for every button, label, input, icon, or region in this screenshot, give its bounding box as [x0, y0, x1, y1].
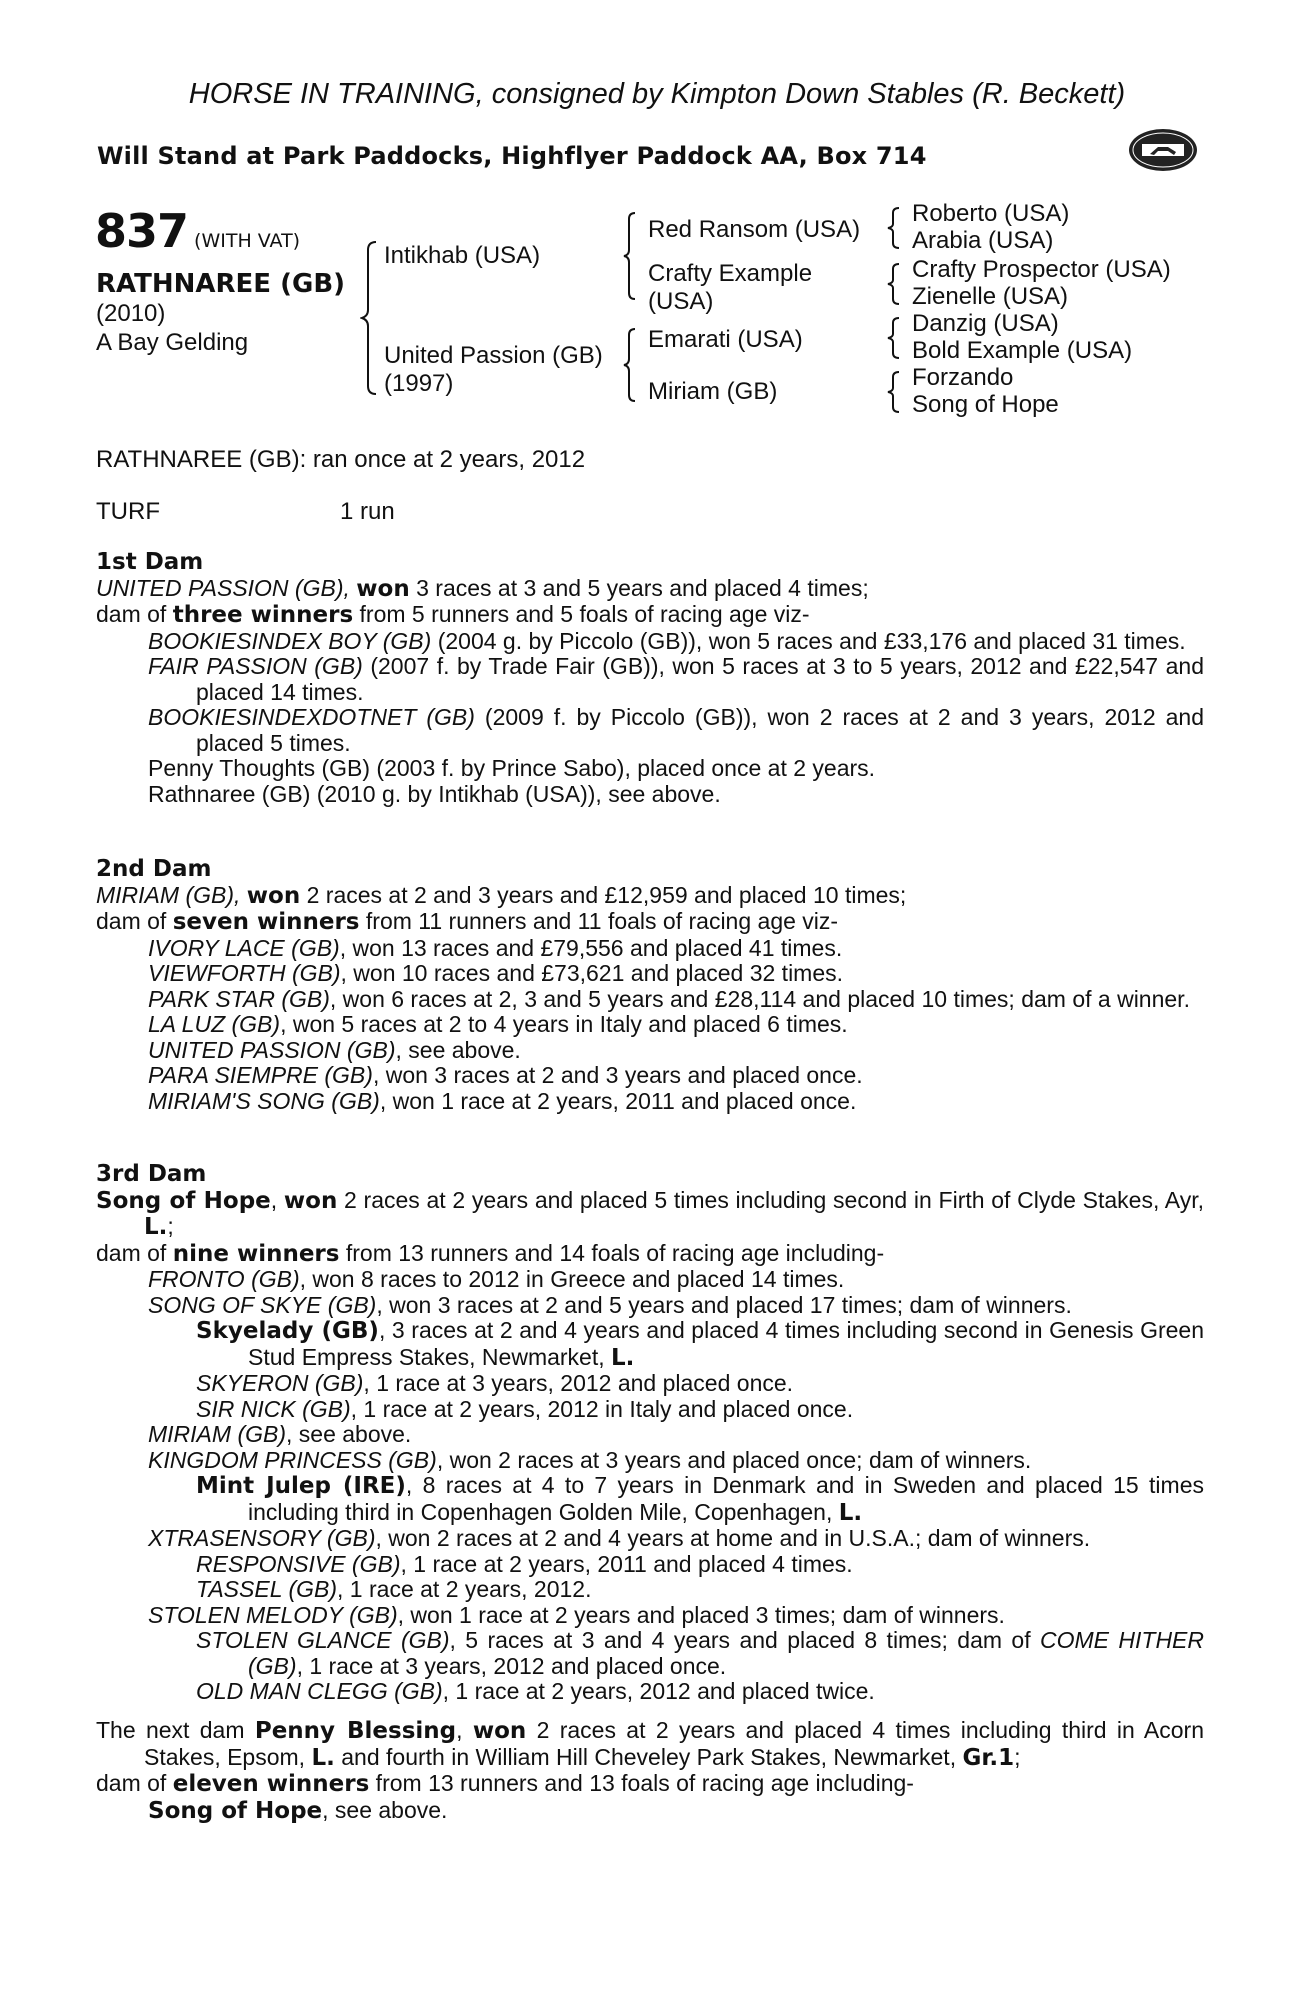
dam-record: 2 races at 2 years and placed 4 times including third in Acorn Stakes, Epsom, [144, 1717, 1204, 1770]
offspring-name: TASSEL (GB) [196, 1576, 338, 1602]
third-dam-section [96, 1162, 1204, 1705]
dam-name: Song of Hope [96, 1187, 271, 1214]
offspring-record: , won 3 races at 2 and 3 years and placed once. [372, 1062, 863, 1088]
winner-count: three winners [172, 602, 354, 628]
section-heading: 1st Dam [96, 549, 204, 575]
dam-of-suffix: from 13 runners and 14 foals of racing age including- [339, 1239, 885, 1266]
offspring-record: (2004 g. by Piccolo (GB)), won 5 races and £33,176 and placed 31 times. [431, 627, 1186, 654]
pedigree-brace-sd [886, 262, 902, 306]
page-title: HORSE IN TRAINING, consigned by Kimpton Down Stables (R. Beckett) [188, 78, 1126, 110]
offspring-record: , won 3 races at 2 and 5 years and placed 17 times; dam of winners. [376, 1291, 1072, 1318]
pedigree-gen3-8: Song of Hope [912, 391, 1059, 418]
offspring-name: BOOKIESINDEXDOTNET (GB) [148, 704, 475, 730]
list-item [96, 1267, 1204, 1293]
dam-record: 2 races at 2 years and placed 5 times including second in Firth of Clyde Stakes, Ayr, [337, 1186, 1205, 1213]
offspring-record: , 1 race at 2 years, 2012. [337, 1576, 592, 1602]
offspring-name: SONG OF SKYE (GB) [148, 1291, 377, 1318]
offspring-record: , see above. [322, 1796, 448, 1823]
dam-of-suffix: from 11 runners and 11 foals of racing age viz- [359, 908, 839, 934]
list-item [96, 1038, 1204, 1064]
offspring-record: (2009 f. by Piccolo (GB)), won 2 races at 2 and 3 years, 2012 and placed 5 times. [196, 704, 1204, 756]
dam-of-prefix: dam of [96, 1239, 173, 1266]
list-item [96, 629, 1204, 655]
pedigree-gen3-7: Forzando [912, 364, 1014, 391]
list-item [96, 1473, 1204, 1526]
dam-name: UNITED PASSION (GB), [96, 574, 350, 601]
offspring-name: FRONTO (GB) [148, 1266, 300, 1292]
list-item [96, 1063, 1204, 1089]
dam-record: 3 races at 3 and 5 years and placed 4 times; [409, 574, 869, 601]
offspring-name: IVORY LACE (GB) [148, 934, 340, 961]
list-item [96, 1448, 1204, 1474]
offspring-name: PARK STAR (GB) [148, 985, 330, 1012]
pedigree-brace-dd [886, 370, 902, 414]
next-dam-section [96, 1718, 1204, 1824]
offspring-record: , see above. [286, 1421, 412, 1447]
section-heading: 2nd Dam [96, 856, 212, 882]
pedigree-gen3-3: Crafty Prospector (USA) [912, 256, 1171, 283]
list-item [96, 1293, 1204, 1319]
list-item [96, 987, 1204, 1013]
dam-of-suffix: from 5 runners and 5 foals of racing age viz- [353, 601, 810, 627]
horse-description: A Bay Gelding [96, 329, 249, 356]
section-heading: 3rd Dam [96, 1161, 207, 1187]
pedigree-brace-sire [622, 210, 638, 302]
horse-name: RATHNAREE (GB) [96, 269, 346, 299]
dam-summary [96, 1188, 1204, 1241]
pedigree-brace-dam [622, 326, 638, 404]
dam-record: and fourth in William Hill Cheveley Park Stakes, Newmarket, [334, 1743, 963, 1770]
pedigree-gen3-5: Danzig (USA) [912, 310, 1059, 337]
offspring-name: OLD MAN CLEGG (GB) [196, 1678, 443, 1704]
dam-of-prefix: dam of [96, 601, 173, 627]
offspring-name: COME HITHER (GB) [248, 1627, 1204, 1679]
pedigree-gen3-2: Arabia (USA) [912, 227, 1054, 254]
dam-name: MIRIAM (GB), [96, 881, 241, 908]
listed-label: L. [611, 1344, 635, 1371]
list-item [96, 1089, 1204, 1115]
pedigree-brace-ds [886, 316, 902, 360]
offspring-name: KINGDOM PRINCESS (GB) [148, 1446, 437, 1473]
offspring-record: , won 2 races at 2 and 4 years at home and in U.S.A.; dam of winners. [375, 1525, 1091, 1551]
next-dam-prefix: The next dam [96, 1717, 255, 1743]
first-dam-section [96, 550, 1204, 807]
offspring-name: MIRIAM (GB) [148, 1421, 286, 1447]
offspring-record: , won 2 races at 3 years and placed once; dam of winners. [436, 1446, 1032, 1473]
pedigree-dam-dam: Miriam (GB) [648, 378, 778, 405]
offspring-record: , 8 races at 4 to 7 years in Denmark and in Sweden and placed 15 times including third in Copenhagen Golden Mile, Copenhagen, [248, 1472, 1204, 1525]
turf-runs: 1 run [340, 498, 395, 525]
offspring-record: , 5 races at 3 and 4 years and placed 8 times; dam of [449, 1627, 1040, 1653]
list-item [96, 654, 1204, 705]
offspring-name: Skyelady (GB) [196, 1318, 379, 1344]
pedigree-sire-sire: Red Ransom (USA) [648, 216, 861, 243]
pedigree-sire: Intikhab (USA) [384, 242, 541, 269]
offspring-name: XTRASENSORY (GB) [148, 1525, 376, 1551]
lot-number: 837 [95, 204, 189, 258]
dam-of-suffix: from 13 runners and 13 foals of racing age including- [369, 1770, 914, 1796]
race-summary: RATHNAREE (GB): ran once at 2 years, 2012 [96, 446, 586, 473]
offspring-record: , 1 race at 3 years, 2012 and placed once. [363, 1370, 794, 1396]
dam-of-prefix: dam of [96, 908, 173, 934]
listed-label: L. [838, 1499, 863, 1526]
offspring-record: , won 1 race at 2 years, 2011 and placed once. [379, 1087, 857, 1114]
turf-label: TURF [96, 498, 160, 525]
offspring-name: PARA SIEMPRE (GB) [148, 1062, 373, 1088]
dam-name: Penny Blessing [254, 1718, 457, 1744]
offspring-name: FAIR PASSION (GB) [148, 653, 363, 679]
list-item [96, 705, 1204, 756]
separator: ; [167, 1213, 174, 1239]
won-label: won [472, 1718, 527, 1744]
pedigree-dam-sire: Emarati (USA) [648, 326, 803, 353]
offspring-name: STOLEN MELODY (GB) [148, 1601, 398, 1628]
second-dam-section [96, 857, 1204, 1114]
list-item [96, 1577, 1204, 1603]
horse-year: (2010) [96, 300, 166, 327]
offspring-record: , won 1 race at 2 years and placed 3 times; dam of winners. [397, 1601, 1005, 1628]
offspring-name: UNITED PASSION (GB) [148, 1036, 396, 1063]
offspring-record: , won 10 races and £73,621 and placed 32 times. [340, 960, 844, 986]
pedigree-brace-ss [886, 206, 902, 250]
pedigree-brace-main [360, 238, 380, 398]
offspring-record: , 1 race at 2 years, 2011 and placed 4 times. [400, 1550, 853, 1577]
listed-label: L. [311, 1744, 335, 1771]
winner-count: eleven winners [172, 1771, 370, 1797]
next-dam-summary [96, 1718, 1204, 1771]
turf-record [96, 498, 395, 526]
listed-label: L. [144, 1214, 168, 1240]
dam-record: 2 races at 2 and 3 years and £12,959 and placed 10 times; [300, 881, 907, 908]
offspring-record: , won 6 races at 2, 3 and 5 years and £28,114 and placed 10 times; dam of a winner. [329, 985, 1190, 1012]
winner-count: seven winners [172, 909, 360, 935]
offspring-record: , 3 races at 2 and 4 years and placed 4 times including second in Genesis Green Stud Empress Stakes, Newmarket, [248, 1317, 1205, 1370]
list-item [96, 1679, 1204, 1705]
separator: ; [1014, 1743, 1021, 1770]
won-label: won [356, 575, 410, 602]
list-item [96, 1526, 1204, 1552]
won-label: won [283, 1187, 338, 1214]
group-label: Gr.1 [962, 1744, 1015, 1771]
list-item [96, 961, 1204, 987]
separator: , [270, 1186, 284, 1213]
dam-of-prefix: dam of [96, 1770, 173, 1796]
offspring-name: RESPONSIVE (GB) [196, 1550, 401, 1577]
won-label: won [246, 882, 301, 909]
list-item: Rathnaree (GB) (2010 g. by Intikhab (USA)), see above. [148, 780, 721, 807]
offspring-name: BOOKIESINDEX BOY (GB) [148, 627, 432, 654]
pedigree-gen3-4: Zienelle (USA) [912, 283, 1069, 310]
pedigree-dam [384, 342, 603, 398]
pedigree-gen3-6: Bold Example (USA) [912, 337, 1133, 364]
separator: , [456, 1717, 473, 1743]
pedigree-dam-name: United Passion (GB) [384, 342, 603, 369]
offspring-name: SIR NICK (GB) [196, 1395, 351, 1422]
offspring-name: Song of Hope [148, 1797, 323, 1824]
list-item [96, 1371, 1204, 1397]
vat-label: (WITH VAT) [194, 230, 301, 252]
list-item [96, 1552, 1204, 1578]
list-item [96, 1628, 1204, 1679]
list-item: Penny Thoughts (GB) (2003 f. by Prince Sabo), placed once at 2 years. [148, 755, 876, 781]
offspring-name: SKYERON (GB) [196, 1370, 364, 1396]
winner-count: nine winners [172, 1240, 340, 1267]
training-bonus-logo [1128, 128, 1198, 172]
list-item [96, 936, 1204, 962]
lot-number-line [95, 204, 300, 258]
stand-location: Will Stand at Park Paddocks, Highflyer Paddock AA, Box 714 [97, 142, 927, 170]
pedigree-gen3-1: Roberto (USA) [912, 200, 1070, 227]
offspring-record: , 1 race at 2 years, 2012 and placed twice. [442, 1678, 875, 1704]
list-item [96, 1422, 1204, 1448]
offspring-name: LA LUZ (GB) [148, 1011, 281, 1037]
horse-info [96, 270, 345, 357]
list-item [96, 1603, 1204, 1629]
offspring-record: (2007 f. by Trade Fair (GB)), won 5 races at 3 to 5 years, 2012 and £22,547 and placed 14 times. [196, 653, 1204, 705]
offspring-record: , 1 race at 3 years, 2012 and placed once. [296, 1652, 727, 1679]
offspring-record: , 1 race at 2 years, 2012 in Italy and placed once. [350, 1395, 854, 1422]
offspring-record: , won 13 races and £79,556 and placed 41 times. [339, 934, 843, 961]
pedigree-sire-dam-country: (USA) [648, 288, 714, 315]
offspring-record: , won 5 races at 2 to 4 years in Italy and placed 6 times. [280, 1011, 848, 1037]
list-item [96, 1397, 1204, 1423]
offspring-record: , see above. [395, 1036, 521, 1063]
offspring-record: , won 8 races to 2012 in Greece and placed 14 times. [299, 1266, 845, 1292]
offspring-name: VIEWFORTH (GB) [148, 960, 341, 986]
offspring-name: STOLEN GLANCE (GB) [196, 1627, 450, 1653]
list-item [96, 1798, 1204, 1825]
list-item [96, 1318, 1204, 1371]
list-item [96, 1012, 1204, 1038]
pedigree-sire-dam-name: Crafty Example [648, 260, 813, 287]
pedigree-dam-year: (1997) [384, 370, 454, 397]
offspring-name: Mint Julep (IRE) [196, 1473, 406, 1499]
offspring-name: MIRIAM'S SONG (GB) [148, 1087, 380, 1114]
pedigree-sire-dam [648, 260, 812, 316]
